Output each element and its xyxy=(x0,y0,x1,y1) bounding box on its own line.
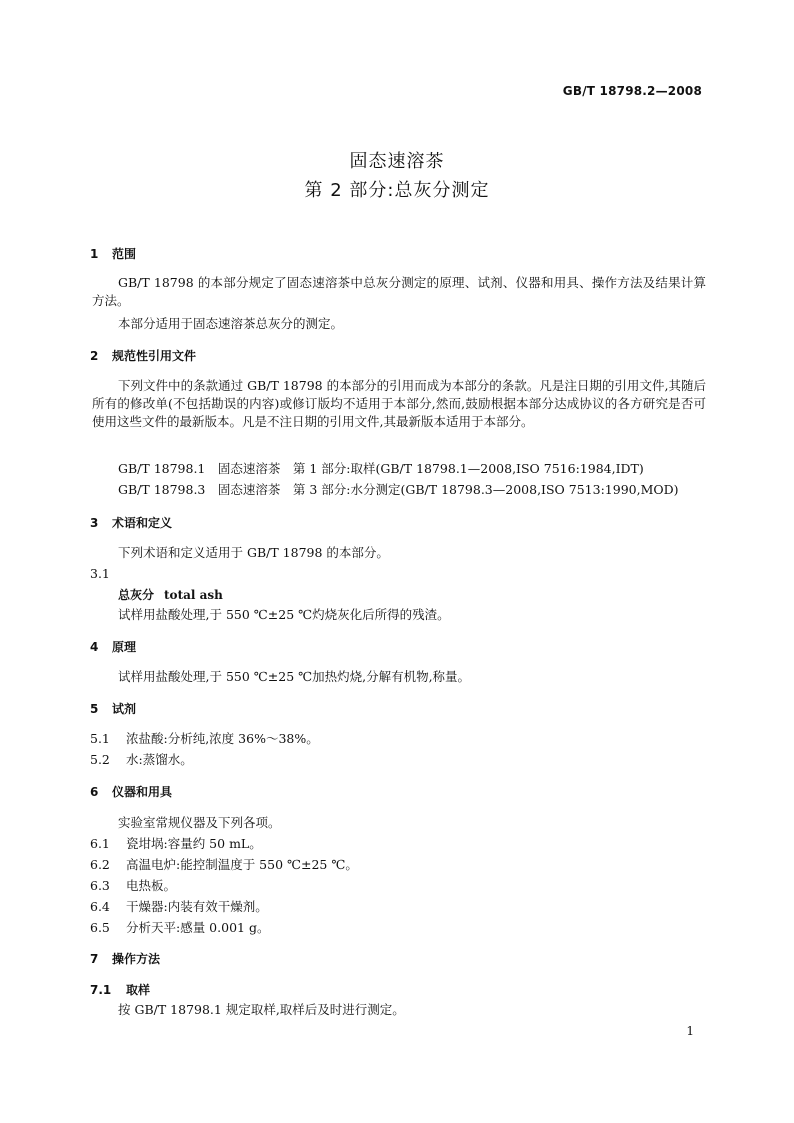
list-item xyxy=(90,877,176,895)
section-number: 5 xyxy=(90,702,99,716)
subsection-7-1-heading xyxy=(90,981,150,999)
standard-code: GB/T 18798.2—2008 xyxy=(562,84,702,98)
item-text: 电热板。 xyxy=(126,878,177,893)
item-text: 干燥器:内装有效干燥剂。 xyxy=(126,899,268,914)
document-title: 固态速溶茶 xyxy=(349,151,445,172)
section-4-heading xyxy=(90,638,136,656)
term-definition: 试样用盐酸处理,于 550 ℃±25 ℃灼烧灰化后所得的残渣。 xyxy=(118,607,450,622)
section-title: 试剂 xyxy=(112,702,137,716)
list-item xyxy=(90,751,193,769)
section-5-heading xyxy=(90,700,136,718)
list-item xyxy=(90,856,358,874)
item-number: 6.5 xyxy=(90,920,110,935)
section-3-heading xyxy=(90,514,172,532)
normative-reference-2: GB/T 18798.3 固态速溶茶 第 3 部分:水分测定(GB/T 18798.3—2008,ISO 7513:1990,MOD) xyxy=(118,482,679,497)
section-6-heading xyxy=(90,783,172,801)
section-number: 6 xyxy=(90,785,99,799)
item-text: 水:蒸馏水。 xyxy=(126,752,193,767)
item-text: 浓盐酸:分析纯,浓度 36%～38%。 xyxy=(126,731,319,746)
page-number: 1 xyxy=(686,1024,694,1038)
section-number: 4 xyxy=(90,640,99,654)
item-text: 瓷坩埚:容量约 50 mL。 xyxy=(126,836,262,851)
section-1-paragraph-2: 本部分适用于固态速溶茶总灰分的测定。 xyxy=(118,316,344,331)
section-number: 1 xyxy=(90,247,99,261)
subsection-title: 取样 xyxy=(126,983,151,997)
list-item xyxy=(90,730,319,748)
section-number: 2 xyxy=(90,349,99,363)
item-text: 分析天平:感量 0.001 g。 xyxy=(126,920,270,935)
section-2-heading xyxy=(90,347,196,365)
section-number: 3 xyxy=(90,516,99,530)
item-number: 6.2 xyxy=(90,857,110,872)
list-item xyxy=(90,835,262,853)
section-4-paragraph-1: 试样用盐酸处理,于 550 ℃±25 ℃加热灼烧,分解有机物,称量。 xyxy=(118,669,471,684)
section-number: 7 xyxy=(90,952,99,966)
subsection-number: 7.1 xyxy=(90,983,112,997)
section-7-heading xyxy=(90,950,160,968)
section-title: 原理 xyxy=(112,640,137,654)
section-7-1-paragraph-1: 按 GB/T 18798.1 规定取样,取样后及时进行测定。 xyxy=(118,1002,405,1017)
document-subtitle: 第 2 部分:总灰分测定 xyxy=(304,180,490,201)
section-title: 操作方法 xyxy=(112,952,161,966)
section-2-paragraph-1: 下列文件中的条款通过 GB/T 18798 的本部分的引用而成为本部分的条款。凡是注日期的引用文件,其随后所有的修改单(不包括勘误的内容)或修订版均不适用于本部分,然而,鼓励根据本部分达成协议的各方研究是否可使用这些文件的最新版本。凡是不注日期的引用文件,其最新版本适用于本部分。 xyxy=(92,378,706,429)
item-number: 5.2 xyxy=(90,752,110,767)
section-1-heading xyxy=(90,245,136,263)
item-number: 6.4 xyxy=(90,899,110,914)
section-title: 规范性引用文件 xyxy=(112,349,197,363)
list-item xyxy=(90,898,268,916)
item-text: 高温电炉:能控制温度于 550 ℃±25 ℃。 xyxy=(126,857,358,872)
section-3-paragraph-1: 下列术语和定义适用于 GB/T 18798 的本部分。 xyxy=(118,545,389,560)
item-number: 6.3 xyxy=(90,878,110,893)
item-number: 6.1 xyxy=(90,836,110,851)
term-chinese: 总灰分 xyxy=(118,588,155,602)
subsection-3-1-number: 3.1 xyxy=(90,566,110,581)
section-6-paragraph-1: 实验室常规仪器及下列各项。 xyxy=(118,815,281,830)
term-english: total ash xyxy=(164,588,223,602)
section-title: 范围 xyxy=(112,247,137,261)
normative-reference-1: GB/T 18798.1 固态速溶茶 第 1 部分:取样(GB/T 18798.1—2008,ISO 7516:1984,IDT) xyxy=(118,461,644,476)
section-title: 仪器和用具 xyxy=(112,785,173,799)
section-title: 术语和定义 xyxy=(112,516,173,530)
item-number: 5.1 xyxy=(90,731,110,746)
term-entry xyxy=(118,586,223,604)
list-item xyxy=(90,919,269,937)
section-1-paragraph-1: GB/T 18798 的本部分规定了固态速溶茶中总灰分测定的原理、试剂、仪器和用具、操作方法及结果计算方法。 xyxy=(92,275,706,308)
